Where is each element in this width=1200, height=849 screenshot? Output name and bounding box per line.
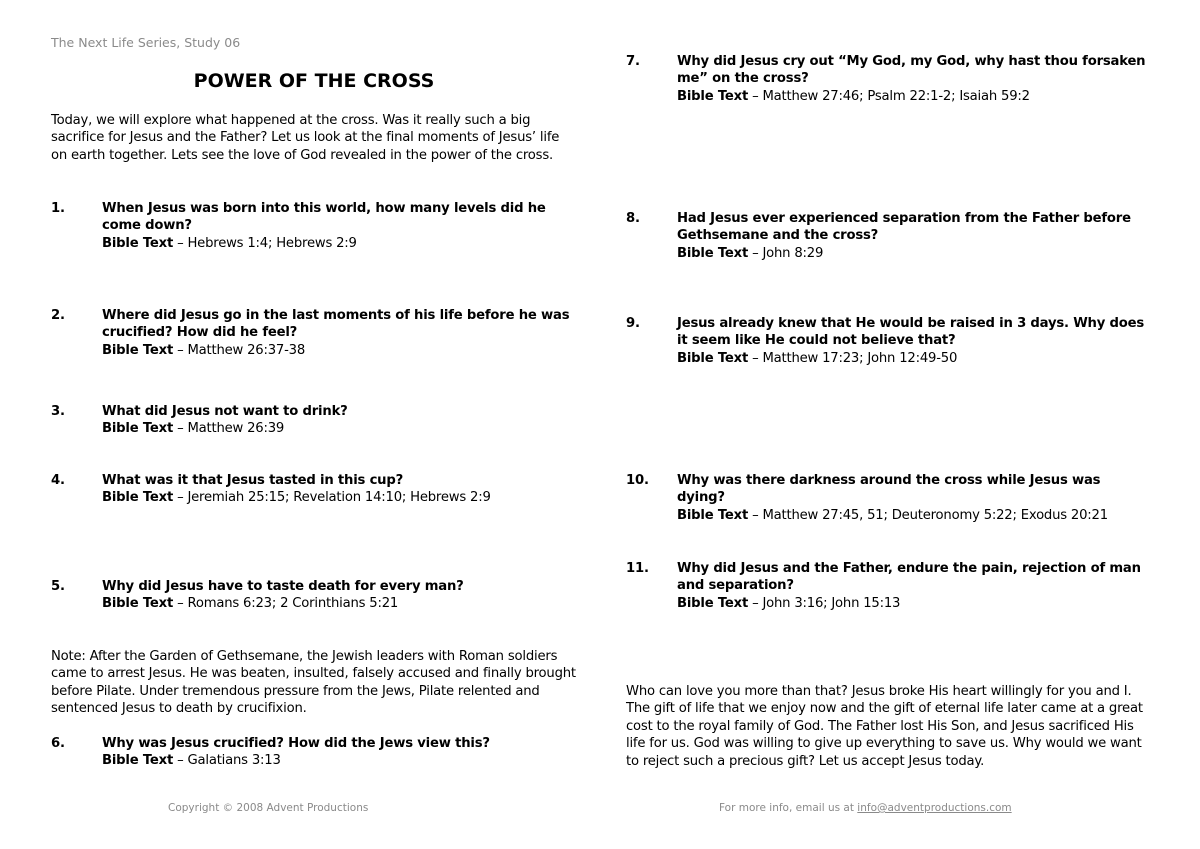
question-number: 5. xyxy=(51,579,65,594)
question-text: Jesus already knew that He would be raised in 3 days. Why does it seem like He could not believe that? xyxy=(677,316,1145,349)
bible-text-label: Bible Text xyxy=(677,350,749,366)
question-number: 4. xyxy=(51,473,65,488)
question-number: 9. xyxy=(626,316,640,331)
question-number: 8. xyxy=(626,211,640,226)
question-item xyxy=(51,307,572,359)
question-number: 7. xyxy=(626,54,640,69)
bible-reference: – Matthew 26:39 xyxy=(173,421,285,437)
bible-text-label: Bible Text xyxy=(677,595,749,611)
contact-footer xyxy=(719,802,1012,814)
bible-reference: – Matthew 27:46; Psalm 22:1-2; Isaiah 59:2 xyxy=(748,88,1030,104)
question-item xyxy=(626,210,1147,262)
contact-prefix: For more info, email us at xyxy=(719,802,858,814)
bible-text-label: Bible Text xyxy=(677,245,749,261)
note-paragraph: Note: After the Garden of Gethsemane, the Jewish leaders with Roman soldiers came to arrest Jesus. He was beaten, insulted, falsely accused and finally brought before Pilate. Under tremendous pressure from the Jews, Pilate relented and sentenced Jesus to death by crucifixion. xyxy=(51,649,576,717)
question-text: Where did Jesus go in the last moments of his life before he was crucified? How did he feel? xyxy=(102,308,570,341)
question-number: 3. xyxy=(51,404,65,419)
question-number: 10. xyxy=(626,473,649,488)
bible-text-label: Bible Text xyxy=(102,490,174,506)
bible-text-label: Bible Text xyxy=(102,753,174,769)
email-link[interactable]: info@adventproductions.com xyxy=(857,802,1012,814)
bible-text-label: Bible Text xyxy=(677,88,749,104)
question-item xyxy=(51,403,572,438)
bible-reference: – Romans 6:23; 2 Corinthians 5:21 xyxy=(173,596,399,612)
closing-paragraph: Who can love you more than that? Jesus broke His heart willingly for you and I. The gift of life that we enjoy now and the gift of eternal life later came at a great cost to the royal family of God. The Father lost His Son, and Jesus sacrificed His life for us. God was willing to give up everything to save us. Why would we want to reject such a precious gift? Let us accept Jesus today. xyxy=(626,684,1143,769)
question-text: Why did Jesus and the Father, endure the pain, rejection of man and separation? xyxy=(677,561,1141,594)
question-text: What was it that Jesus tasted in this cup? xyxy=(102,473,404,488)
question-text: When Jesus was born into this world, how many levels did he come down? xyxy=(102,201,546,234)
bible-reference: – Matthew 27:45, 51; Deuteronomy 5:22; Exodus 20:21 xyxy=(748,507,1108,523)
page-title: POWER OF THE CROSS xyxy=(193,70,435,92)
question-item xyxy=(626,560,1147,612)
question-text: Why did Jesus have to taste death for every man? xyxy=(102,579,464,594)
question-number: 2. xyxy=(51,308,65,323)
bible-reference: – Galatians 3:13 xyxy=(173,753,281,769)
series-label: The Next Life Series, Study 06 xyxy=(51,35,241,50)
question-text: Why was there darkness around the cross while Jesus was dying? xyxy=(677,473,1101,506)
question-item xyxy=(626,53,1147,105)
bible-text-label: Bible Text xyxy=(102,421,174,437)
question-number: 6. xyxy=(51,736,65,751)
question-item xyxy=(626,315,1147,367)
copyright-footer: Copyright © 2008 Advent Productions xyxy=(168,802,369,814)
question-text: Why did Jesus cry out “My God, my God, why hast thou forsaken me” on the cross? xyxy=(677,54,1146,87)
question-text: Had Jesus ever experienced separation from the Father before Gethsemane and the cross? xyxy=(677,211,1131,244)
question-item xyxy=(51,735,572,770)
question-number: 11. xyxy=(626,561,649,576)
question-item xyxy=(626,472,1147,524)
question-text: Why was Jesus crucified? How did the Jews view this? xyxy=(102,736,490,751)
question-number: 1. xyxy=(51,201,65,216)
bible-reference: – Jeremiah 25:15; Revelation 14:10; Hebrews 2:9 xyxy=(173,490,491,506)
bible-text-label: Bible Text xyxy=(677,507,749,523)
bible-reference: – Hebrews 1:4; Hebrews 2:9 xyxy=(173,235,357,251)
question-item xyxy=(51,578,572,613)
bible-reference: – John 8:29 xyxy=(748,245,824,261)
bible-text-label: Bible Text xyxy=(102,235,174,251)
question-item xyxy=(51,200,572,252)
intro-paragraph: Today, we will explore what happened at the cross. Was it really such a big sacrifice for Jesus and the Father? Let us look at the final moments of Jesus’ life on earth together. Lets see the love of God revealed in the power of the cross. xyxy=(51,113,560,163)
bible-reference: – John 3:16; John 15:13 xyxy=(748,595,901,611)
bible-text-label: Bible Text xyxy=(102,342,174,358)
bible-text-label: Bible Text xyxy=(102,596,174,612)
bible-reference: – Matthew 26:37-38 xyxy=(173,342,306,358)
question-item xyxy=(51,472,572,507)
question-text: What did Jesus not want to drink? xyxy=(102,404,348,419)
bible-reference: – Matthew 17:23; John 12:49-50 xyxy=(748,350,958,366)
